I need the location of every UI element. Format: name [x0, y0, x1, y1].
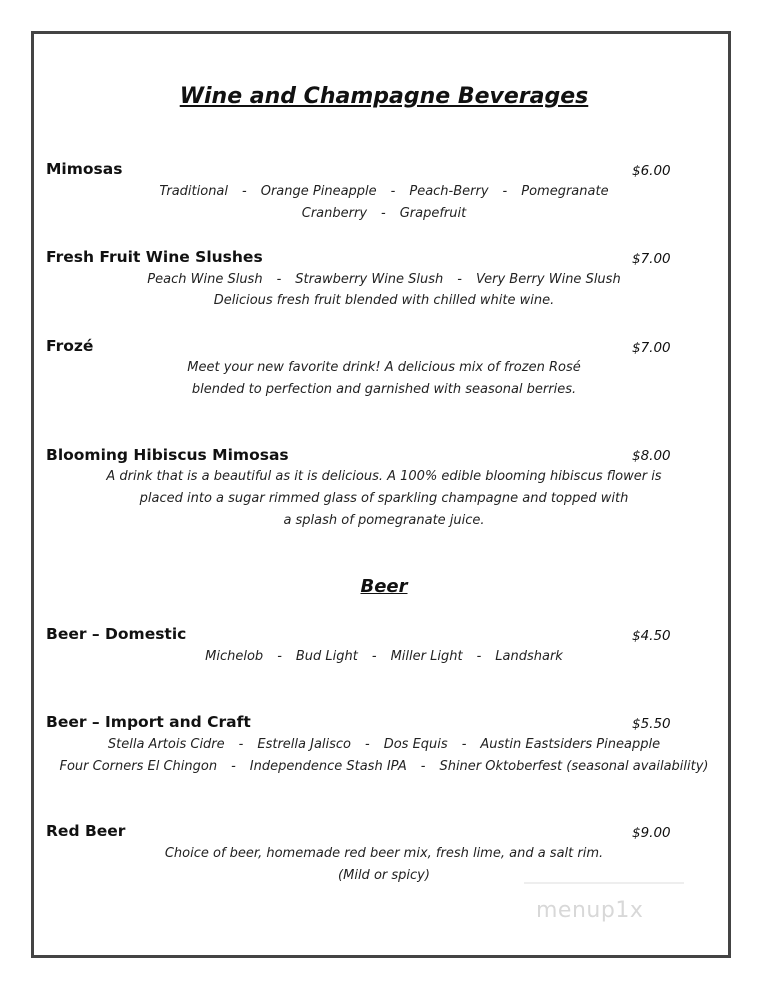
section-title-beer: Beer	[360, 576, 408, 597]
menu-option: Pomegranate	[521, 184, 609, 199]
separator-dash: -	[476, 649, 482, 664]
menu-option: Grapefruit	[399, 206, 467, 221]
item-name-hibiscus-mimosas: Blooming Hibiscus Mimosas	[46, 446, 289, 464]
menu-option: Cranberry	[301, 206, 368, 221]
menu-option: Four Corners El Chingon	[59, 759, 218, 774]
item-price-mimosas: $6.00	[632, 163, 671, 179]
menu-option: Landshark	[495, 649, 563, 664]
separator-dash: -	[365, 737, 370, 752]
item-price-wine-slushes: $7.00	[632, 251, 671, 267]
option-row	[0, 649, 768, 664]
item-description: blended to perfection and garnished with seasonal berries.	[191, 382, 577, 397]
menu-option: Bud Light	[295, 649, 358, 664]
menu-option: Michelob	[205, 649, 264, 664]
item-description: Delicious fresh fruit blended with chilled white wine.	[213, 293, 555, 308]
separator-dash: -	[502, 184, 508, 199]
item-name-beer-domestic: Beer – Domestic	[46, 625, 187, 643]
separator-dash: -	[242, 184, 247, 199]
separator-dash: -	[276, 272, 282, 287]
menu-option: Miller Light	[390, 649, 463, 664]
section-title-wine: Wine and Champagne Beverages	[179, 84, 589, 109]
item-price-hibiscus-mimosas: $8.00	[632, 448, 671, 464]
item-description: a splash of pomegranate juice.	[283, 513, 485, 528]
menu-option: Traditional	[159, 184, 229, 199]
item-name-mimosas: Mimosas	[46, 160, 123, 178]
item-name-red-beer: Red Beer	[46, 822, 126, 840]
item-description: A drink that is a beautiful as it is delicious. A 100% edible blooming hibiscus flower is	[106, 469, 662, 484]
item-description: Choice of beer, homemade red beer mix, fresh lime, and a salt rim.	[164, 846, 604, 861]
menu-option: Stella Artois Cidre	[107, 737, 225, 752]
item-description: (Mild or spicy)	[338, 868, 430, 883]
separator-dash: -	[231, 759, 236, 774]
separator-dash: -	[390, 184, 396, 199]
item-price-froze: $7.00	[632, 340, 671, 356]
separator-dash: -	[371, 649, 377, 664]
menu-option: Orange Pineapple	[260, 184, 377, 199]
option-row	[0, 184, 768, 199]
watermark-logo: menup1x	[536, 898, 644, 923]
item-price-red-beer: $9.00	[632, 825, 671, 841]
item-description: Meet your new favorite drink! A delicious mix of frozen Rosé	[187, 360, 581, 375]
option-row	[0, 759, 768, 774]
menu-option: Austin Eastsiders Pineapple	[480, 737, 661, 752]
item-name-wine-slushes: Fresh Fruit Wine Slushes	[46, 248, 263, 266]
item-description: placed into a sugar rimmed glass of sparkling champagne and topped with	[139, 491, 629, 506]
item-name-beer-import-craft: Beer – Import and Craft	[46, 713, 251, 731]
menu-option: Dos Equis	[383, 737, 448, 752]
option-row	[0, 737, 768, 752]
separator-dash: -	[461, 737, 467, 752]
item-name-froze: Frozé	[46, 337, 94, 355]
menu-option: Strawberry Wine Slush	[295, 272, 444, 287]
menu-option: Independence Stash IPA	[249, 759, 407, 774]
item-price-beer-domestic: $4.50	[632, 628, 671, 644]
menu-option: Very Berry Wine Slush	[476, 272, 621, 287]
watermark-rule	[524, 882, 684, 884]
separator-dash: -	[238, 737, 244, 752]
separator-dash: -	[457, 272, 462, 287]
option-row	[0, 272, 768, 287]
separator-dash: -	[420, 759, 426, 774]
option-row	[0, 206, 768, 221]
menu-option: Shiner Oktoberfest (seasonal availability)	[439, 759, 709, 774]
separator-dash: -	[277, 649, 282, 664]
menu-option: Peach Wine Slush	[147, 272, 263, 287]
menu-option: Estrella Jalisco	[257, 737, 352, 752]
menu-option: Peach-Berry	[409, 184, 489, 199]
item-price-beer-import-craft: $5.50	[632, 716, 671, 732]
separator-dash: -	[381, 206, 386, 221]
